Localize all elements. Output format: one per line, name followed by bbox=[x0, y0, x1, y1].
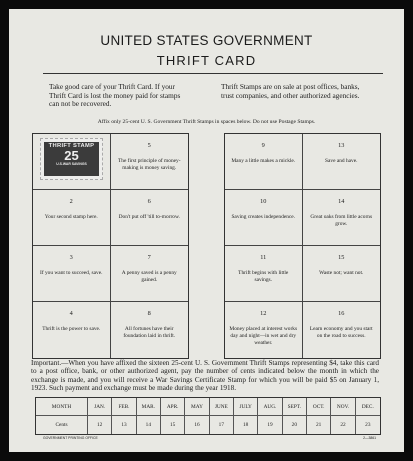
stamp-value: 25 bbox=[64, 148, 79, 163]
stamp-middle-text: U.S.WAR SAVINGS bbox=[56, 162, 87, 166]
box-number: 15 bbox=[338, 254, 345, 261]
printer-imprint: GOVERNMENT PRINTING OFFICE bbox=[43, 436, 98, 440]
box-text: Save and have. bbox=[325, 158, 358, 164]
intro-right: Thrift Stamps are on sale at post offices, banks, trust companies, and other authorized agencies. bbox=[221, 82, 360, 100]
cents-cell: 15 bbox=[161, 416, 185, 434]
box-text: Many a little makes a mickle. bbox=[231, 158, 296, 164]
box-text: Great oaks from little acorns grow. bbox=[310, 214, 373, 227]
stamp-box-13[interactable] bbox=[303, 134, 381, 190]
stamp-box-6[interactable] bbox=[111, 190, 189, 246]
cents-cell: 23 bbox=[365, 422, 371, 428]
box-text: Waste not; want not. bbox=[319, 270, 364, 276]
affix-note: Affix only 25-cent U. S. Government Thrift Stamps in spaces below. Do not use Postage Stamps. bbox=[97, 119, 316, 125]
heading-rule bbox=[43, 73, 383, 74]
stamp-box-10[interactable] bbox=[225, 190, 303, 246]
box-text: Saving creates independence. bbox=[231, 214, 296, 220]
box-number: 11 bbox=[260, 254, 267, 261]
stamp-box-1[interactable] bbox=[33, 134, 111, 190]
stamp-grid-left bbox=[32, 133, 189, 359]
box-text: All fortunes have their foundation laid in thrift. bbox=[123, 326, 176, 339]
cents-cell: 22 bbox=[331, 416, 355, 434]
month-cell: APR. bbox=[161, 398, 185, 416]
cents-cell: 18 bbox=[234, 416, 258, 434]
stamp-box-8[interactable] bbox=[111, 302, 189, 358]
month-cell: DEC. bbox=[356, 398, 380, 416]
cents-cell: 12 bbox=[88, 416, 112, 434]
month-cell: FEB. bbox=[112, 398, 136, 416]
exchange-table bbox=[35, 397, 381, 435]
box-number: 6 bbox=[147, 198, 151, 205]
month-cell: MAY bbox=[185, 398, 209, 416]
month-cell: NOV. bbox=[331, 398, 355, 416]
cents-cell: 21 bbox=[307, 416, 331, 434]
box-number: 10 bbox=[260, 198, 267, 205]
stamp-box-12[interactable] bbox=[225, 302, 303, 358]
stamp-box-5[interactable] bbox=[111, 134, 189, 190]
cents-cell: 16 bbox=[185, 416, 209, 434]
box-text: Don't put off 'till to-morrow. bbox=[118, 214, 180, 220]
intro-left: Take good care of your Thrift Card. If your Thrift Card is lost the money paid for stamps can not be recovered. bbox=[49, 82, 181, 109]
stamp-box-7[interactable] bbox=[111, 246, 189, 302]
cents-cell: 14 bbox=[137, 416, 161, 434]
month-cell: OCT. bbox=[307, 398, 331, 416]
cents-cell: 20 bbox=[283, 416, 307, 434]
stamp-grid-right bbox=[224, 133, 381, 359]
government-heading: UNITED STATES GOVERNMENT bbox=[100, 33, 313, 48]
thrift-card bbox=[9, 9, 404, 452]
cents-header: Cents bbox=[36, 416, 88, 434]
box-number: 8 bbox=[147, 310, 151, 317]
stamp-box-2[interactable] bbox=[33, 190, 111, 246]
month-header: MONTH bbox=[36, 398, 88, 416]
box-number: 16 bbox=[338, 310, 345, 317]
card-title: THRIFT CARD bbox=[156, 53, 257, 68]
stamp-box-15[interactable] bbox=[303, 246, 381, 302]
month-cell: JUNE bbox=[210, 398, 234, 416]
stamp-box-4[interactable] bbox=[33, 302, 111, 358]
box-number: 5 bbox=[147, 142, 151, 149]
box-number: 13 bbox=[338, 142, 345, 149]
box-text: Thrift is the power to save. bbox=[42, 326, 101, 332]
box-text: Your second stamp here. bbox=[44, 214, 98, 220]
box-number: 2 bbox=[69, 198, 73, 205]
box-number: 7 bbox=[147, 254, 151, 261]
stamp-box-14[interactable] bbox=[303, 190, 381, 246]
cents-cell: 13 bbox=[112, 416, 136, 434]
month-cell: JULY bbox=[234, 398, 258, 416]
box-text: Thrift begins with little savings. bbox=[238, 270, 289, 283]
box-text: A penny saved is a penny gained. bbox=[121, 270, 177, 283]
month-cell: AUG. bbox=[258, 398, 282, 416]
box-number: 12 bbox=[260, 310, 267, 317]
thrift-stamp-image bbox=[40, 138, 103, 180]
stamp-box-11[interactable] bbox=[225, 246, 303, 302]
cents-cell: 17 bbox=[210, 416, 234, 434]
stamp-top-text: THRIFT STAMP bbox=[48, 143, 95, 149]
important-notice: Important.—When you have affixed the sixteen 25-cent U. S. Government Thrift Stamps representing $4, take this card to a post office, bank, or other authorized agent, pay the number of cents indicated below the month in which the exchange is made, and you will receive a War Savings Certificate Stamp for which you will be paid $5 on January 1, 1923. Such payment and exchange must be made during the year 1918. bbox=[31, 359, 379, 393]
box-text: Learn economy and you start on the road to success. bbox=[309, 326, 373, 339]
box-text: If you want to succeed, save. bbox=[40, 270, 103, 276]
stamp-box-3[interactable] bbox=[33, 246, 111, 302]
box-number: 9 bbox=[261, 142, 265, 149]
cents-cell: 19 bbox=[258, 416, 282, 434]
month-cell: JAN. bbox=[88, 398, 112, 416]
month-cell: SEPT. bbox=[283, 398, 307, 416]
month-cell: MAR. bbox=[137, 398, 161, 416]
box-text: Money placed at interest works day and night—in wet and dry weather. bbox=[229, 326, 298, 346]
stamp-box-9[interactable] bbox=[225, 134, 303, 190]
stamp-box-16[interactable] bbox=[303, 302, 381, 358]
box-number: 3 bbox=[69, 254, 73, 261]
box-number: 4 bbox=[69, 310, 73, 317]
form-number: 2—3861 bbox=[363, 436, 376, 440]
box-text: The first principle of money-making is money saving. bbox=[117, 158, 181, 171]
box-number: 14 bbox=[338, 198, 345, 205]
